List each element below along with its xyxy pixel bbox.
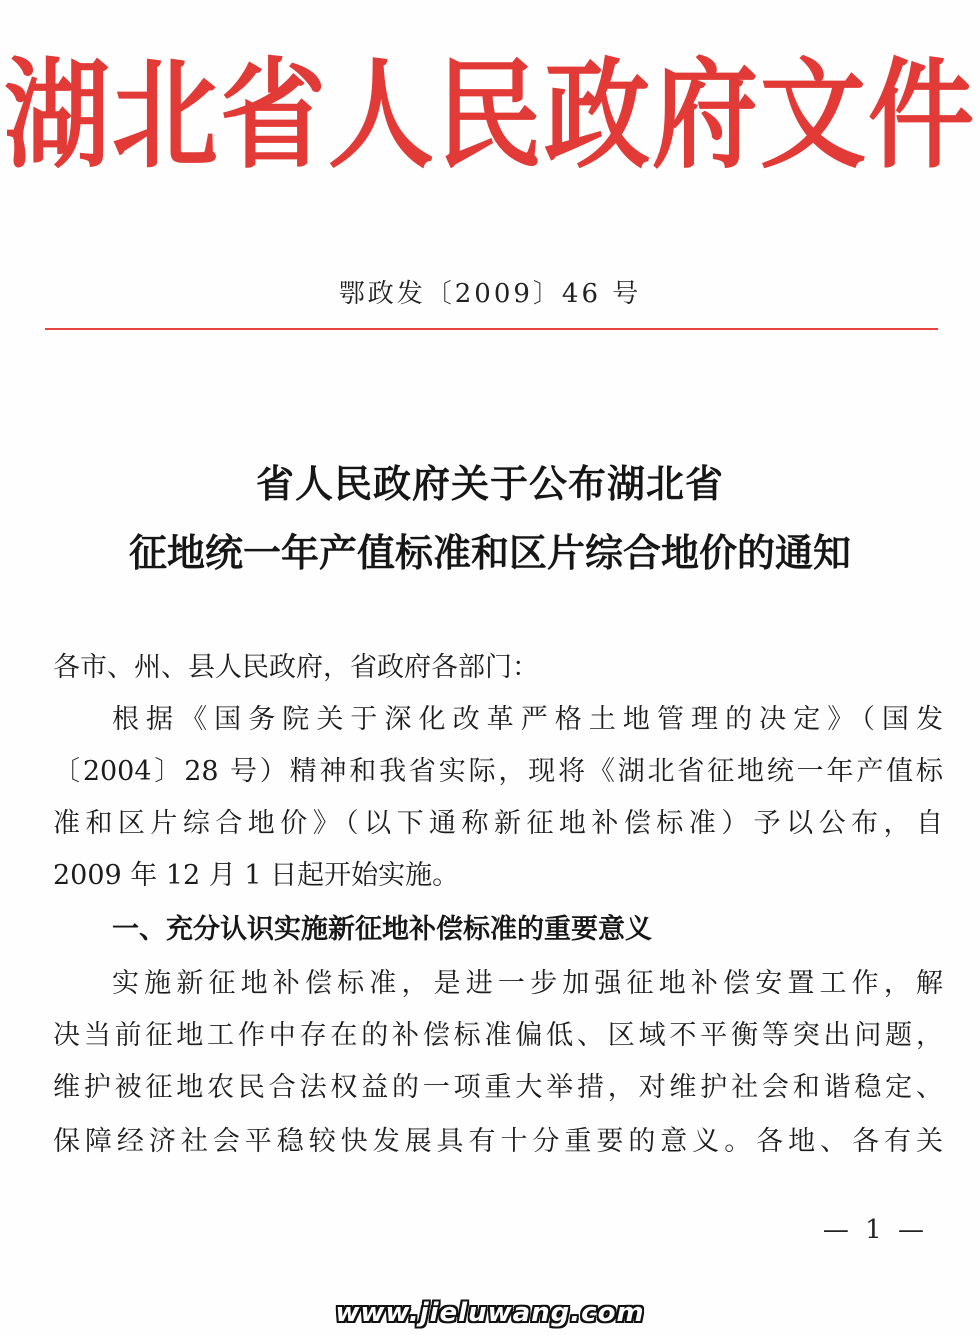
section-1-heading: 一、充分认识实施新征地补偿标准的重要意义	[112, 914, 652, 945]
paragraph-1-line-3: 准和区片综合地价》（以下通称新征地补偿标准）予以公布，自	[53, 808, 943, 839]
page-number: — 1 —	[822, 1215, 928, 1245]
paragraph-2-line-4: 保障经济社会平稳较快发展具有十分重要的意义。各地、各有关	[53, 1126, 943, 1157]
paragraph-1-line-2: 〔2004〕28 号）精神和我省实际，现将《湖北省征地统一年产值标	[53, 756, 943, 787]
notice-title-line-1: 省人民政府关于公布湖北省	[255, 462, 724, 506]
red-divider-line	[45, 328, 938, 330]
paragraph-2-line-3: 维护被征地农民合法权益的一项重大举措，对维护社会和谐稳定、	[53, 1072, 943, 1103]
site-watermark: www.jieluwang.com	[335, 1298, 645, 1328]
document-number: 鄂政发〔2009〕46 号	[338, 279, 642, 309]
paragraph-2-line-2: 决当前征地工作中存在的补偿标准偏低、区域不平衡等突出问题，	[53, 1020, 943, 1051]
paragraph-2-line-1: 实施新征地补偿标准，是进一步加强征地补偿安置工作，解	[112, 968, 943, 999]
salutation: 各市、州、县人民政府，省政府各部门：	[53, 652, 539, 683]
paragraph-1-line-4: 2009 年 12 月 1 日起开始实施。	[53, 860, 460, 891]
notice-title-line-2: 征地统一年产值标准和区片综合地价的通知	[128, 531, 851, 575]
masthead-title: 湖北省人民政府文件	[4, 46, 976, 185]
paragraph-1-line-1: 根据《国务院关于深化改革严格土地管理的决定》（国发	[112, 704, 943, 735]
